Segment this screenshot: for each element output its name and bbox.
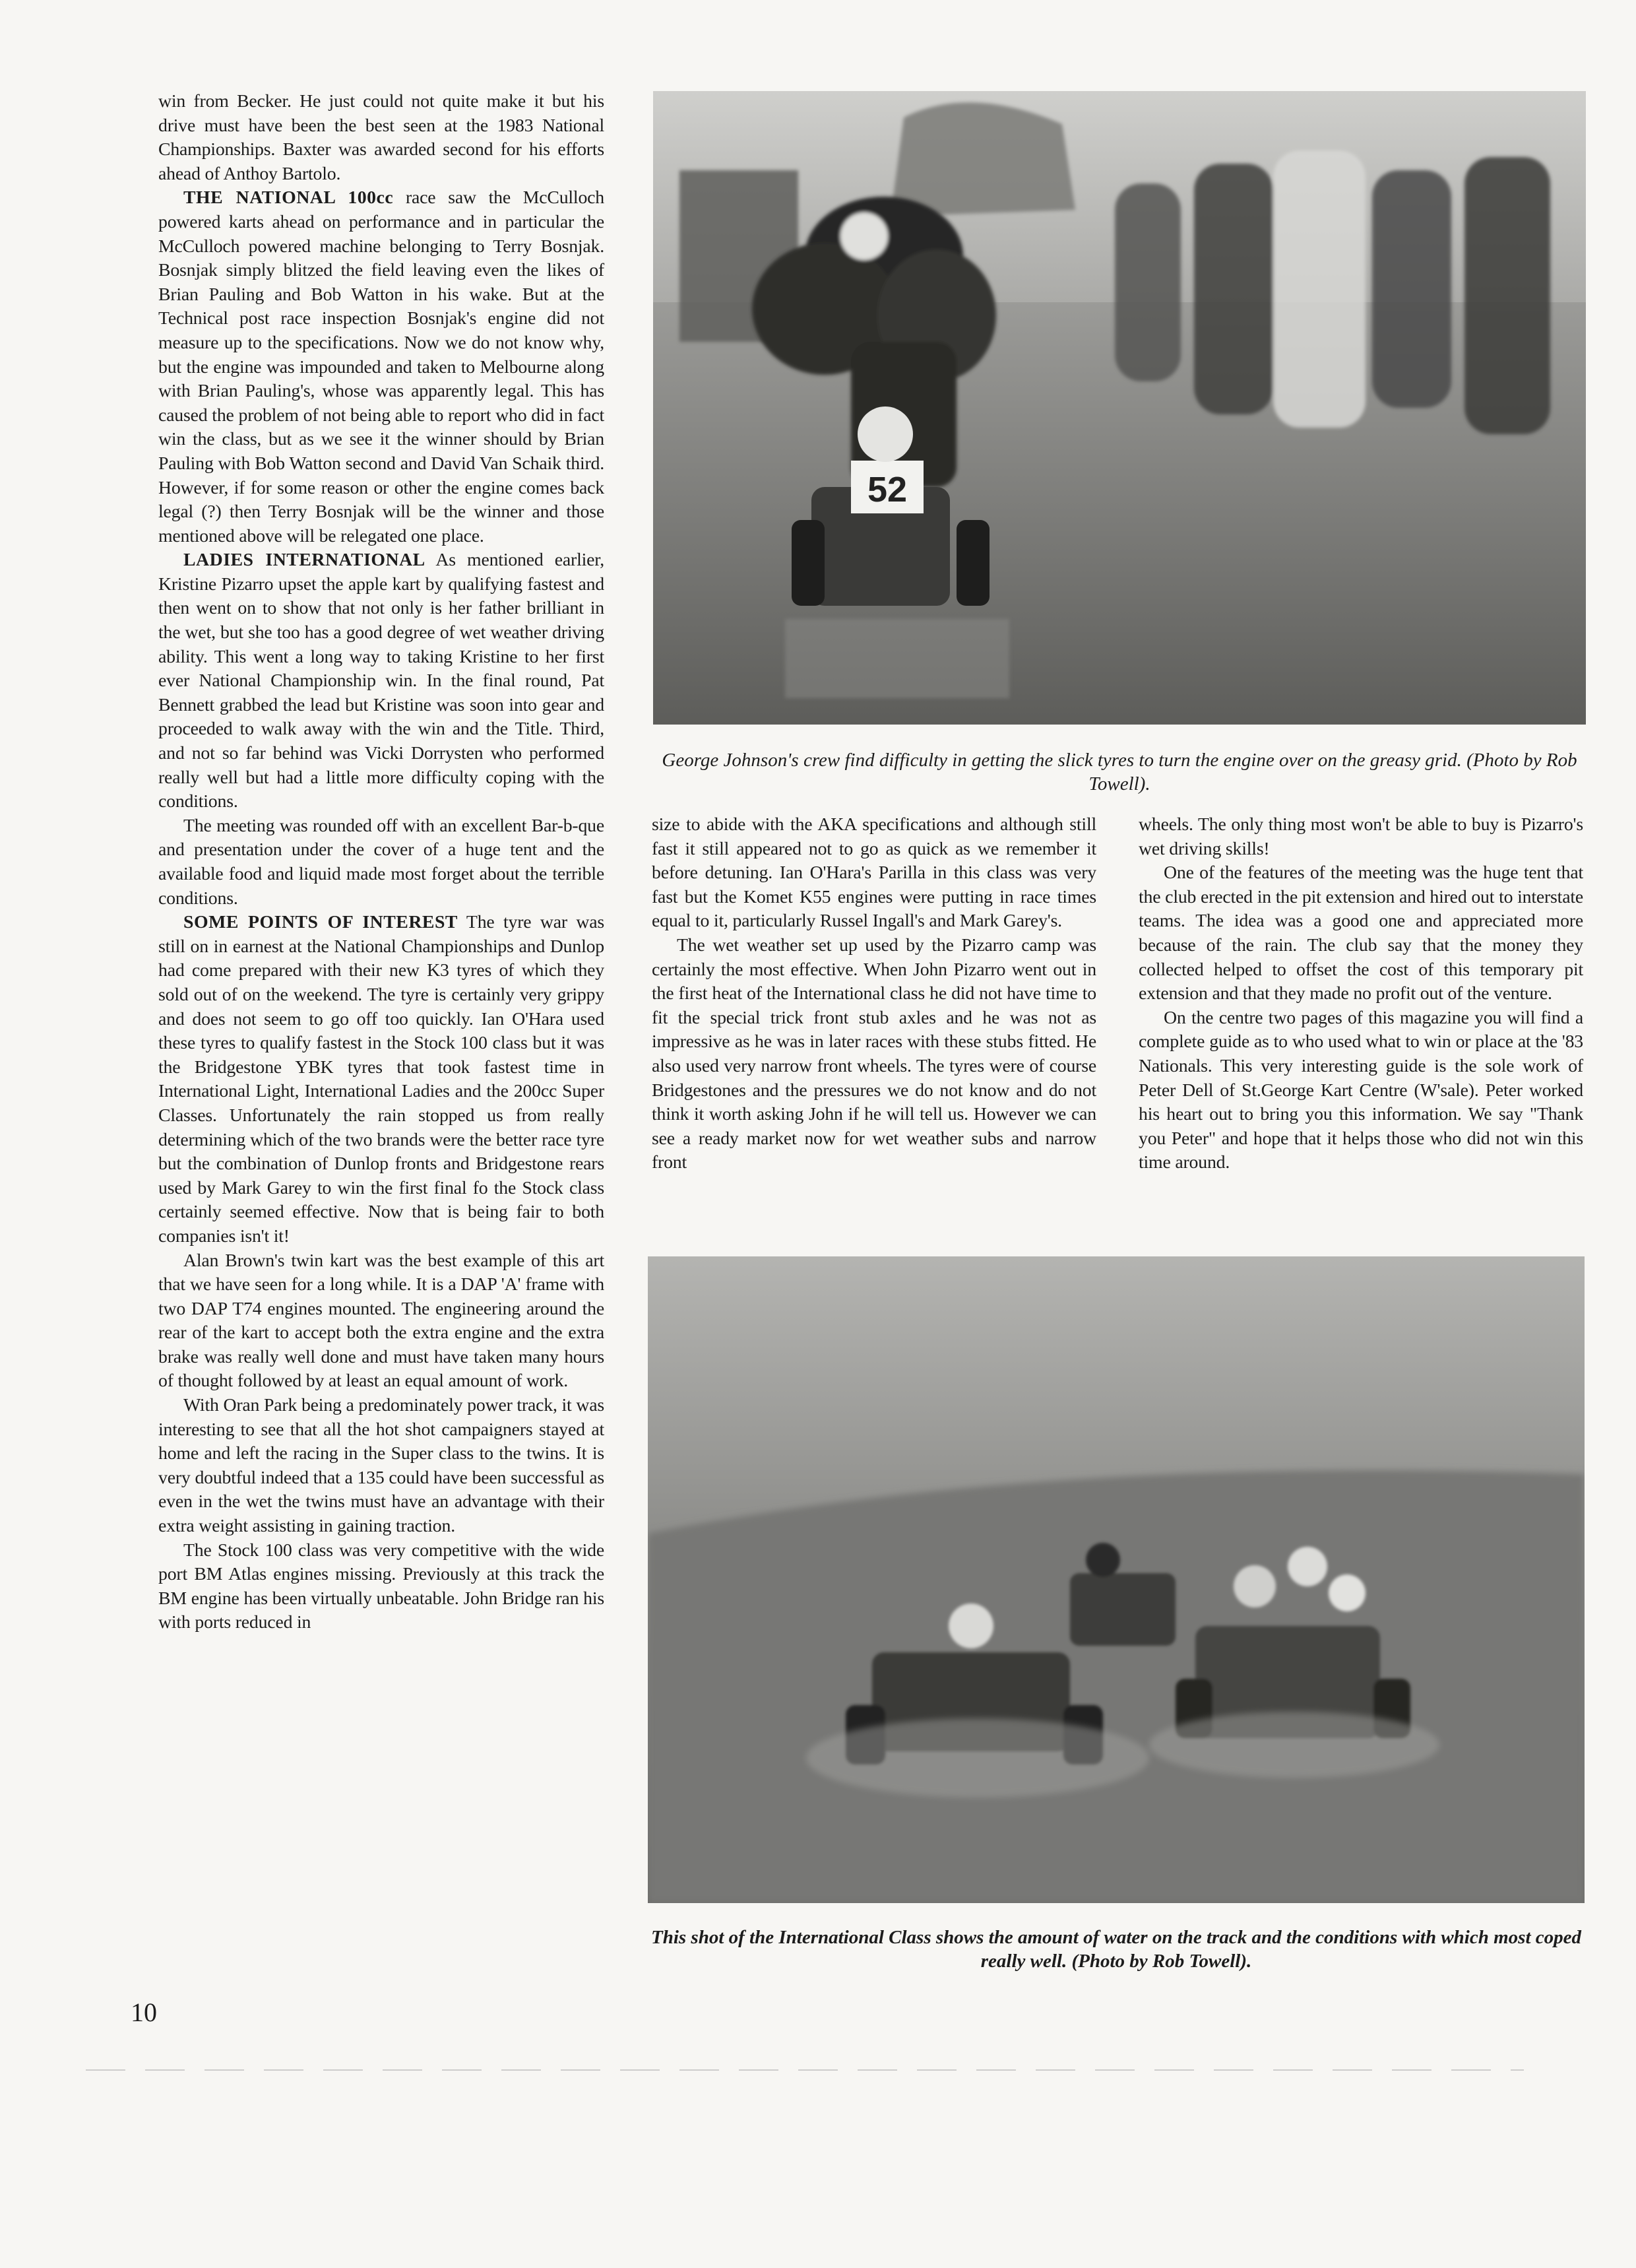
col1-paragraph-7-text: The Stock 100 class was very competitive with the wide port BM Atlas engines missing. Previously at this track the BM engine has been virtually unbeatable. John Bridge ran his with ports reduced in <box>158 1539 604 1633</box>
col1-paragraph-0-text: win from Becker. He just could not quite make it but his drive must have been the best seen at the 1983 National Championships. Baxter was awarded second for his efforts ahead of Anthoy Bartolo. <box>158 91 604 184</box>
col3-paragraph-1-text: One of the features of the meeting was the huge tent that the club erected in the pit extension and hired out to interstate teams. The idea was a good one and appreciated more because of the rain. The club say that the money they collected helped to offset the cost of this temporary pit extension and that they made no profit out of the venture. <box>1139 862 1583 1004</box>
col1-paragraph-6 <box>158 1394 604 1539</box>
col1-paragraph-3 <box>158 814 604 911</box>
col2-paragraph-0-text: size to abide with the AKA specifications and although still fast it still appeared not to go as quick as we remember it before detuning. Ian O'Hara's Parilla in this class was very fast but the Komet K55 engines were putting in race times equal to it, particularly Russel Ingall's and Mark Garey's. <box>652 814 1096 932</box>
col1-paragraph-1-text: race saw the McCulloch powered karts ahead on performance and in particular the McCulloch powered machine belonging to Terry Bosnjak. Bosnjak simply blitzed the field leaving even the likes of Brian Pauling and Bob Watton in his wake. But at the Technical post race inspection Bosnjak's engine did not measure up to the specifications. Now we do not know why, but the engine was impounded and taken to Melbourne along with Brian Pauling's, whose was apparently legal. This has caused the problem of not being able to report who did in fact win the class, but as we see it the winner should by Brian Pauling with Bob Watton second and David Van Schaik third. However, if for some reason or other the engine comes back legal (?) then Terry Bosnjak will be the winner and those mentioned above will be relegated one place. <box>158 187 604 546</box>
col1-paragraph-3-text: The meeting was rounded off with an excellent Bar-b-que and presentation under the cover of a huge tent and the available food and liquid made most forget about the terrible conditions. <box>158 815 604 909</box>
scan-artifact-line <box>86 2069 1524 2071</box>
col1-paragraph-4-heading: SOME POINTS OF INTEREST <box>183 912 458 933</box>
article-column-1 <box>158 90 604 1635</box>
col1-paragraph-5-text: Alan Brown's twin kart was the best example of this art that we have seen for a long while. It is a DAP 'A' frame with two DAP T74 engines mounted. The engineering around the rear of the kart to accept both the extra engine and the extra brake was really well done and must have taken many hours of thought followed by at least an equal amount of work. <box>158 1250 604 1392</box>
article-column-3 <box>1139 813 1583 1175</box>
page-number: 10 <box>131 1997 157 2027</box>
col2-paragraph-1 <box>652 934 1096 1175</box>
photo-caption-2: This shot of the International Class shows the amount of water on the track and the conditions with which most coped really well. (Photo by Rob Towell). <box>650 1927 1581 1972</box>
col3-paragraph-2-text: On the centre two pages of this magazine you will find a complete guide as to who used what to win or place at the '83 Nationals. This very interesting guide is the sole work of Peter Dell of St.George Kart Centre (W'sale). Peter worked his heart out to bring you this information. We say "Thank you Peter" and hope that it helps those who did not win this time around. <box>1139 1007 1583 1173</box>
col3-paragraph-2 <box>1139 1006 1583 1175</box>
col1-paragraph-5 <box>158 1249 604 1394</box>
photo-kart-crew-image <box>653 91 1586 725</box>
col2-paragraph-1-text: The wet weather set up used by the Pizarro camp was certainly the most effective. When John Pizarro went out in the first heat of the International class he did not have time to fit the special trick front stub axles and he was not as impressive as he was in later races with these stubs fitted. He also used very narrow front wheels. The tyres were of course Bridgestones and the pressures we do not know and do not think it worth asking John if he will tell us. However we can see a ready market now for wet weather subs and narrow front <box>652 934 1096 1173</box>
col1-paragraph-2 <box>158 548 604 814</box>
col1-paragraph-2-heading: LADIES INTERNATIONAL <box>183 550 425 571</box>
col1-paragraph-7 <box>158 1539 604 1635</box>
photo-caption-1: George Johnson's crew find difficulty in getting the slick tyres to turn the engine over on the greasy grid. (Photo by Rob Towell). <box>662 750 1577 794</box>
col1-paragraph-6-text: With Oran Park being a predominately power track, it was interesting to see that all the hot shot campaigners stayed at home and left the racing in the Super class to the twins. It is very doubtful indeed that a 135 could have been successful as even in the wet the twins must have an advantage with their extra weight assisting in gaining traction. <box>158 1395 604 1537</box>
col1-paragraph-4-text: The tyre war was still on in earnest at the National Championships and Dunlop had come prepared with their new K3 tyres of which they sold out of on the weekend. The tyre is certainly very grippy and does not seem to go off too quickly. Ian O'Hara used these tyres to qualify fastest in the Stock 100 class but it was the Bridgestone YBK tyres that took fastest time in International Light, International Ladies and the 200cc Super Classes. Unfortunately the rain stopped us from really determining which of the two brands were the better race tyre but the combination of Dunlop fronts and Bridgestone rears used by Mark Garey to win the first final fo the Stock class certainly seemed effective. Now that is being fair to both companies isn't it! <box>158 912 604 1247</box>
col2-paragraph-0 <box>652 813 1096 934</box>
col1-paragraph-1 <box>158 186 604 548</box>
col1-paragraph-0 <box>158 90 604 186</box>
kart-number: 52 <box>867 470 908 509</box>
col3-paragraph-0 <box>1139 813 1583 861</box>
article-column-2 <box>652 813 1096 1175</box>
col1-paragraph-1-heading: THE NATIONAL 100cc <box>183 187 394 209</box>
col1-paragraph-4 <box>158 911 604 1248</box>
col3-paragraph-0-text: wheels. The only thing most won't be able to buy is Pizarro's wet driving skills! <box>1139 814 1583 859</box>
photo-kart-crew-wet-grid <box>653 91 1586 725</box>
photo-international-class-image <box>648 1256 1585 1903</box>
col3-paragraph-1 <box>1139 861 1583 1006</box>
col1-paragraph-2-text: As mentioned earlier, Kristine Pizarro upset the apple kart by qualifying fastest and then went on to show that not only is her father brilliant in the wet, but she too has a good degree of wet weather driving ability. This went a long way to taking Kristine to her first ever National Championship win. In the final round, Pat Bennett grabbed the lead but Kristine was soon into gear and proceeded to walk away with the win and the Title. Third, and not so far behind was Vicki Dorrysten who performed really well but had a little more difficulty coping with the conditions. <box>158 550 604 812</box>
photo-international-class-wet-track <box>648 1256 1585 1903</box>
